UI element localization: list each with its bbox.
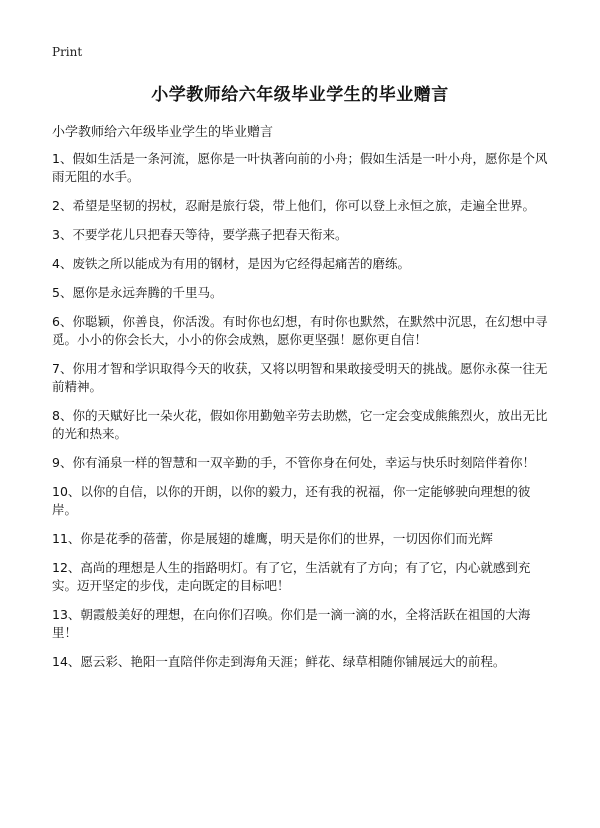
page-title: 小学教师给六年级毕业学生的毕业赠言 — [151, 85, 449, 105]
paragraph-11: 11、你是花季的蓓蕾，你是展翅的雄鹰，明天是你们的世界，一切因你们而光辉 — [52, 531, 493, 546]
paragraph-1: 1、假如生活是一条河流，愿你是一叶执著向前的小舟；假如生活是一叶小舟，愿你是个风雨无阻的水手。 — [52, 151, 548, 184]
paragraph-9: 9、你有涌泉一样的智慧和一双辛勤的手，不管你身在何处，幸运与快乐时刻陪伴着你！ — [52, 455, 535, 470]
paragraph-8: 8、你的天赋好比一朵火花，假如你用勤勉辛劳去助燃，它一定会变成熊熊烈火，放出无比的光和热来。 — [52, 408, 548, 441]
paragraph-12: 12、高尚的理想是人生的指路明灯。有了它，生活就有了方向；有了它，内心就感到充实。迈开坚定的步伐，走向既定的目标吧！ — [52, 560, 531, 593]
paragraph-4: 4、废铁之所以能成为有用的钢材，是因为它经得起痛苦的磨练。 — [52, 256, 410, 271]
paragraph-7: 7、你用才智和学识取得今天的收获，又将以明智和果敢接受明天的挑战。愿你永葆一往无前精神。 — [52, 361, 548, 394]
article-subtitle: 小学教师给六年级毕业学生的毕业赠言 — [52, 125, 274, 140]
paragraph-list — [52, 150, 552, 682]
paragraph-5: 5、愿你是永远奔腾的千里马。 — [52, 285, 223, 300]
paragraph-13: 13、朝霞般美好的理想，在向你们召唤。你们是一滴一滴的水，全将活跃在祖国的大海里！ — [52, 607, 531, 640]
paragraph-3: 3、不要学花儿只把春天等待，要学燕子把春天衔来。 — [52, 227, 348, 242]
paragraph-10: 10、以你的自信，以你的开朗，以你的毅力，还有我的祝福，你一定能够驶向理想的彼岸。 — [52, 484, 531, 517]
paragraph-6: 6、你聪颖，你善良，你活泼。有时你也幻想，有时你也默然，在默然中沉思，在幻想中寻觅。小小的你会长大，小小的你会成熟，愿你更坚强！愿你更自信！ — [52, 314, 548, 347]
paragraph-14: 14、愿云彩、艳阳一直陪伴你走到海角天涯；鲜花、绿草相随你铺展远大的前程。 — [52, 654, 506, 669]
paragraph-2: 2、希望是坚韧的拐杖，忍耐是旅行袋，带上他们，你可以登上永恒之旅，走遍全世界。 — [52, 198, 535, 213]
print-link[interactable]: Print — [52, 45, 83, 59]
